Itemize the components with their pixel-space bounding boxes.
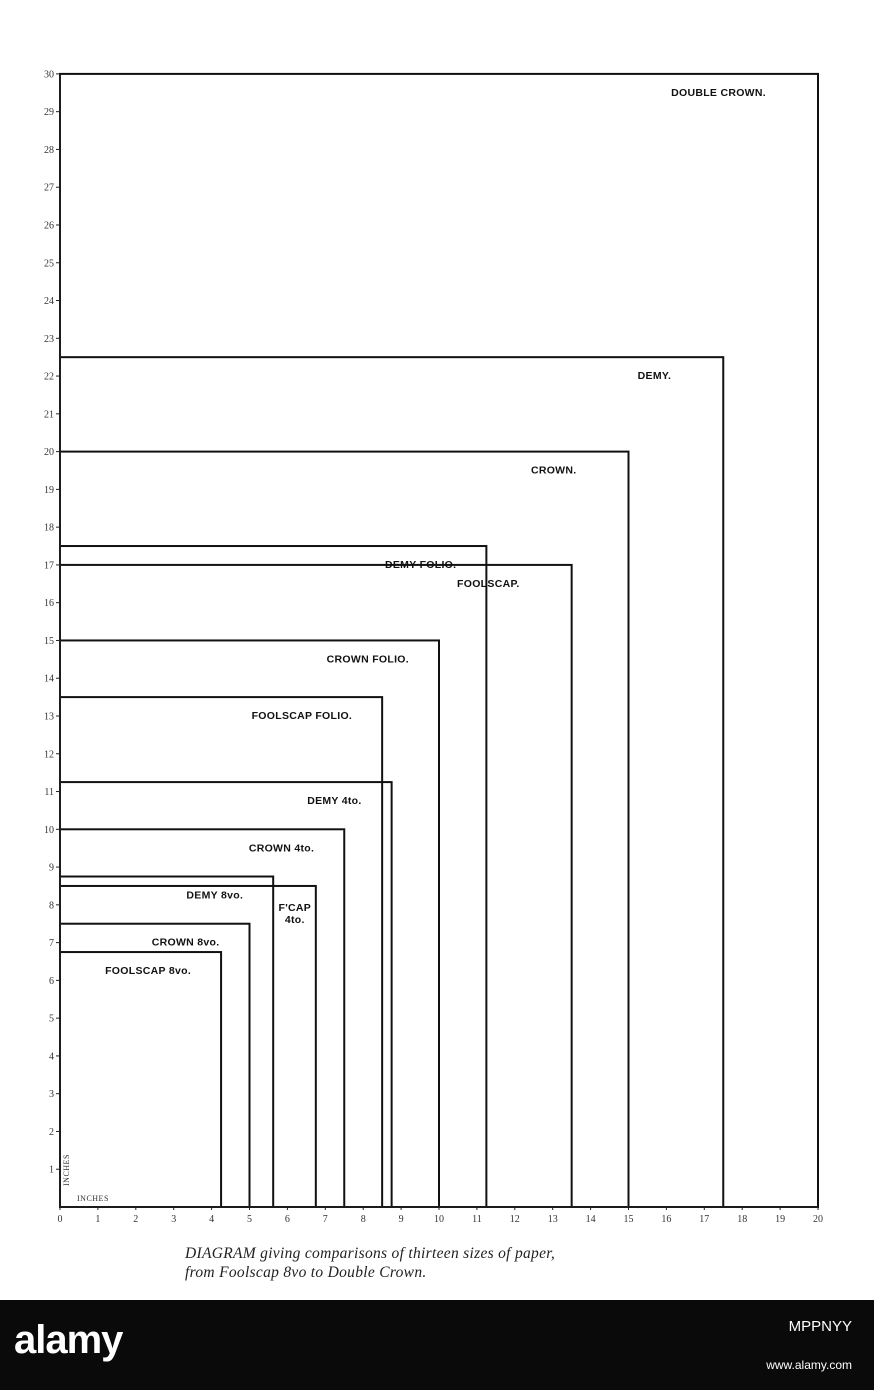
alamy-logo: alamy [14, 1318, 123, 1362]
x-tick-label: 10 [434, 1214, 444, 1225]
paper-rect-foolscap-8vo [60, 952, 221, 1207]
x-tick-label: 17 [699, 1214, 710, 1225]
y-tick-label: 22 [44, 371, 54, 383]
x-tick-label: 16 [661, 1214, 672, 1225]
x-tick-label: 19 [775, 1214, 786, 1225]
y-tick-label: 23 [44, 333, 54, 345]
paper-label-f-cap-4to: F'CAP 4to. [278, 901, 312, 926]
y-tick-label: 9 [49, 862, 54, 874]
paper-label-foolscap-folio: FOOLSCAP FOLIO. [251, 710, 353, 723]
paper-rect-demy-4to [60, 782, 392, 1207]
x-tick-label: 20 [813, 1214, 823, 1225]
x-tick-label: 15 [623, 1214, 634, 1225]
y-tick-label: 14 [44, 673, 54, 685]
y-tick-label: 16 [44, 598, 54, 610]
y-tick-label: 6 [49, 975, 54, 987]
paper-label-demy-4to: DEMY 4to. [307, 795, 362, 808]
x-tick-label: 0 [57, 1214, 63, 1225]
x-axis-ticks [58, 1207, 824, 1225]
caption-line-2: from Foolscap 8vo to Double Crown. [185, 1264, 427, 1281]
paper-label-crown-folio: CROWN FOLIO. [326, 653, 409, 666]
y-tick-label: 17 [44, 560, 54, 572]
paper-rect-f-cap-4to [60, 886, 316, 1207]
y-tick-label: 7 [49, 938, 54, 950]
paper-label-foolscap: FOOLSCAP. [457, 577, 520, 590]
y-tick-label: 26 [44, 220, 54, 232]
x-tick-label: 11 [472, 1214, 482, 1225]
y-tick-label: 15 [44, 635, 54, 647]
y-tick-label: 18 [44, 522, 54, 534]
y-tick-label: 12 [44, 749, 54, 761]
y-tick-label: 3 [49, 1089, 54, 1101]
paper-label-foolscap-8vo: FOOLSCAP 8vo. [105, 965, 192, 978]
paper-label-crown-8vo: CROWN 8vo. [151, 936, 220, 949]
y-axis-ticks [44, 69, 60, 1175]
y-tick-label: 4 [49, 1051, 54, 1063]
paper-label-demy-8vo: DEMY 8vo. [186, 889, 244, 902]
y-tick-label: 11 [44, 787, 54, 799]
y-tick-label: 13 [44, 711, 54, 723]
y-tick-label: 21 [44, 409, 54, 421]
x-tick-label: 9 [398, 1214, 404, 1225]
x-tick-label: 14 [585, 1214, 596, 1225]
x-tick-label: 3 [171, 1214, 177, 1225]
x-tick-label: 7 [322, 1214, 328, 1225]
x-tick-label: 18 [737, 1214, 748, 1225]
site-url: www.alamy.com [766, 1358, 852, 1372]
y-tick-label: 28 [44, 144, 54, 156]
figure-caption [185, 1244, 705, 1282]
x-units-label: INCHES [77, 1194, 109, 1203]
x-tick-label: 8 [360, 1214, 366, 1225]
y-tick-label: 30 [44, 69, 54, 81]
caption-line-1: DIAGRAM giving comparisons of thirteen sizes of paper, [185, 1245, 556, 1262]
x-tick-label: 4 [209, 1214, 215, 1225]
y-units-label: INCHES [62, 1154, 71, 1186]
paper-label-crown: CROWN. [530, 464, 577, 477]
x-tick-label: 13 [547, 1214, 558, 1225]
x-tick-label: 6 [284, 1214, 290, 1225]
y-tick-label: 2 [49, 1126, 54, 1138]
paper-rect-demy-8vo [60, 877, 273, 1207]
paper-labels [105, 87, 766, 977]
y-tick-label: 29 [44, 107, 54, 119]
x-tick-label: 5 [247, 1214, 252, 1225]
x-tick-label: 2 [133, 1214, 139, 1225]
y-tick-label: 1 [49, 1164, 54, 1176]
y-tick-label: 8 [49, 900, 54, 912]
paper-label-crown-4to: CROWN 4to. [248, 842, 315, 855]
y-tick-label: 25 [44, 258, 54, 270]
paper-label-demy: DEMY. [637, 370, 672, 383]
x-tick-label: 12 [509, 1214, 520, 1225]
paper-label-double-crown: DOUBLE CROWN. [671, 86, 766, 99]
y-tick-label: 5 [49, 1013, 54, 1025]
paper-label-demy-folio: DEMY FOLIO. [385, 559, 457, 572]
x-tick-label: 1 [95, 1214, 101, 1225]
y-tick-label: 20 [44, 447, 54, 459]
watermark-footer [0, 1300, 874, 1390]
y-tick-label: 19 [44, 484, 54, 496]
image-id: MPPNYY [788, 1318, 852, 1335]
y-tick-label: 10 [44, 824, 54, 836]
y-tick-label: 24 [44, 296, 54, 308]
y-tick-label: 27 [44, 182, 54, 194]
paper-rectangles [60, 74, 818, 1207]
